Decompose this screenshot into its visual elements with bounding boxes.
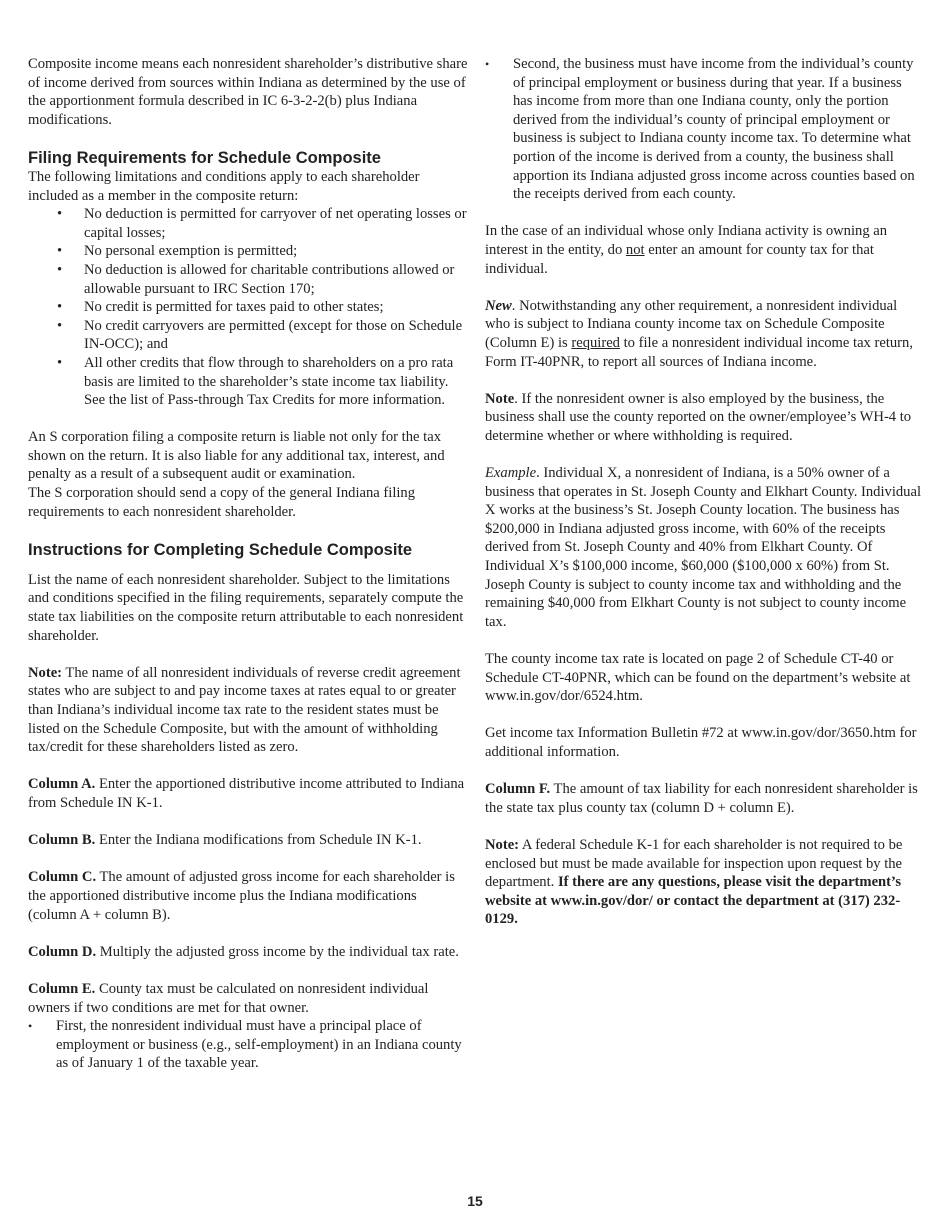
column-b-instruction: Column B. Enter the Indiana modifications from Schedule IN K-1. (28, 832, 422, 849)
liability-paragraph: An S corporation filing a composite return is liable not only for the tax shown on the return. It is also liable for any additional tax, interest, and penalty as a result of a subsequent audit or examination. (28, 429, 445, 483)
page-number: 15 (467, 1193, 483, 1209)
new-requirement-paragraph: New. Notwithstanding any other requirement, a nonresident individual who is subject to Indiana county income tax on Schedule Composite (Column E) is required to file a nonresident individual income tax return, Form IT-40PNR, to report all sources of Indiana income. (485, 297, 913, 370)
bullet-icon: • (28, 1019, 33, 1034)
bullet-icon: • (57, 243, 63, 260)
limitations-list (28, 205, 468, 410)
left-column (28, 55, 468, 1091)
ownership-only-paragraph: In the case of an individual whose only Indiana activity is owning an interest in the entity, do not enter an amount for county tax for that individual. (485, 223, 888, 277)
list-item: • No personal exemption is permitted; (57, 243, 298, 260)
filing-requirements-intro: The following limitations and conditions apply to each shareholder included as a member in the composite return: (28, 168, 420, 204)
example-paragraph: Example. Individual X, a nonresident of Indiana, is a 50% owner of a business that operates in St. Joseph County and Elkhart County. Individual X works at the business’s St. Joseph County location. The business has $200,000 in Indiana adjusted gross income, with 60% of the receipts derived from St. Joseph County and 40% from Elkhart County. Of Individual X’s $100,000 income, $60,000 ($100,000 x 60%) from St. Joseph County is subject to county income tax and withholding and the remaining $40,000 from Elkhart County is not subject to county income tax. (485, 465, 922, 630)
county-tax-conditions-list (28, 1017, 468, 1073)
list-item: • Second, the business must have income from the individual’s county of principal employment or business during that year. If a business has income from more than one Indiana county, only the portion derived from the individual’s county of principal employment or business is subject to Indiana county income tax. To determine what portion of the income is derived from a county, the business shall apportion its Indiana adjusted gross income across counties based on the receipts derived from each county. (485, 56, 915, 203)
list-item: • No deduction is allowed for charitable contributions allowed or allowable pursuant to IRC Section 170; (57, 261, 455, 297)
column-d-instruction: Column D. Multiply the adjusted gross income by the individual tax rate. (28, 943, 459, 960)
list-item: • No credit is permitted for taxes paid to other states; (57, 299, 384, 316)
column-a-instruction: Column A. Enter the apportioned distributive income attributed to Indiana from Schedule IN K-1. (28, 776, 465, 811)
list-item: • First, the nonresident individual must have a principal place of employment or business (e.g., self-employment) in an Indiana county as of January 1 of the taxable year. (28, 1018, 462, 1072)
instructions-heading: Instructions for Completing Schedule Composite (28, 540, 413, 559)
bullet-icon: • (57, 317, 63, 334)
list-item: • All other credits that flow through to shareholders on a pro rata basis are limited to the shareholder’s state income tax liability. See the list of Pass-through Tax Credits for more information. (57, 354, 454, 409)
county-tax-conditions-list-continued (485, 55, 922, 204)
composite-income-definition: Composite income means each nonresident shareholder’s distributive share of income derived from sources within Indiana as determined by the use of the apportionment formula described in IC 6-3-2-2(b) plus Indiana modifications. (28, 56, 468, 128)
list-item: • No credit carryovers are permitted (except for those on Schedule IN-OCC); and (57, 317, 463, 353)
column-e-instruction: Column E. County tax must be calculated on nonresident individual owners if two conditions are met for that owner. (28, 980, 429, 1016)
bullet-icon: • (57, 354, 63, 371)
k1-note: Note: A federal Schedule K-1 for each shareholder is not required to be enclosed but must be made available for inspection upon request by the department. If there are any questions, please visit the department’s website at www.in.gov/dor/ or contact the department at (317) 232-0129. (485, 836, 903, 928)
column-c-instruction: Column C. The amount of adjusted gross income for each shareholder is the apportioned distributive income plus the Indiana modifications (column A + column B). (28, 869, 455, 923)
county-rate-paragraph: The county income tax rate is located on page 2 of Schedule CT-40 or Schedule CT-40PNR, which can be found on the department’s website at www.in.gov/dor/6524.htm. (485, 651, 911, 705)
bullet-icon: • (57, 206, 63, 223)
right-column (485, 55, 922, 948)
reverse-credit-note: Note: The name of all nonresident individuals of reverse credit agreement states who are subject to and pay income taxes at rates equal to or greater than Indiana’s individual income tax rate to the resident states must be listed on the Schedule Composite, but with the amount of withholding tax/credit for these shareholders listed as zero. (28, 664, 461, 756)
bullet-icon: • (485, 57, 490, 71)
bulletin-paragraph: Get income tax Information Bulletin #72 at www.in.gov/dor/3650.htm for additional information. (485, 725, 917, 760)
column-f-instruction: Column F. The amount of tax liability for each nonresident shareholder is the state tax plus county tax (column D + column E). (485, 781, 918, 816)
bullet-icon: • (57, 261, 63, 278)
copy-requirements-paragraph: The S corporation should send a copy of the general Indiana filing requirements to each nonresident shareholder. (28, 485, 416, 520)
withholding-note: Note. If the nonresident owner is also employed by the business, the business shall use the county reported on the owner/employee’s WH-4 to determine whether or where withholding is required. (485, 390, 912, 444)
list-names-paragraph: List the name of each nonresident shareholder. Subject to the limitations and conditions specified in the filing requirements, separately compute the state tax liabilities on the composite return attributable to each nonresident shareholder. (28, 571, 464, 644)
list-item: • No deduction is permitted for carryover of net operating losses or capital losses; (57, 206, 467, 241)
filing-requirements-heading: Filing Requirements for Schedule Composite (28, 148, 381, 167)
bullet-icon: • (57, 299, 63, 316)
